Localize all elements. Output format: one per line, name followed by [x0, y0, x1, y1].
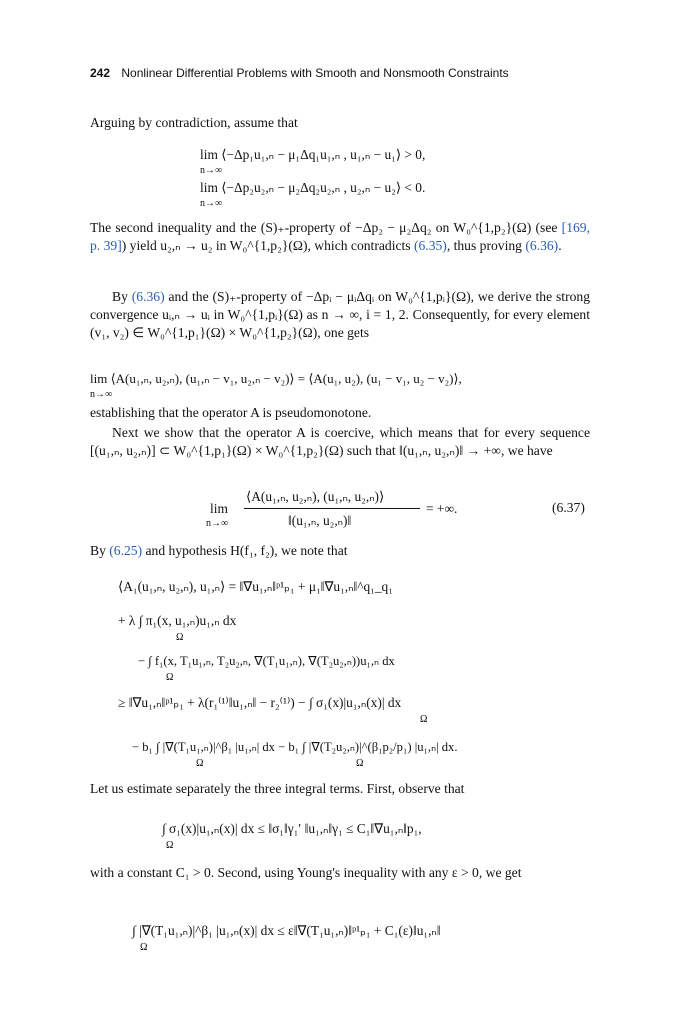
equation-ref-link[interactable]: (6.36)	[131, 289, 165, 304]
paragraph-young: with a constant C₁ > 0. Second, using Young's inequality with any ε > 0, we get	[90, 865, 522, 880]
text-fragment: The second inequality and the (S)₊-property of −Δp₂ − μ₂Δq₂ on W₀^{1,p₂}(Ω) (see	[90, 220, 562, 235]
equation-ref-link[interactable]: (6.36)	[525, 238, 559, 253]
paragraph-estimate: Let us estimate separately the three integral terms. First, observe that	[90, 781, 465, 796]
equation-young-estimate: ∫ |∇(T₁u₁,ₙ)|^β₁ |u₁,ₙ(x)| dx ≤ ε‖∇(T₁u₁,ₙ)‖ᵖ¹ₚ₁ + C₁(ε)‖u₁,ₙ‖	[132, 923, 441, 938]
running-title: Nonlinear Differential Problems with Smooth and Nonsmooth Constraints	[121, 66, 509, 80]
estimate-line-4: ≥ ‖∇u₁,ₙ‖ᵖ¹ₚ₁ + λ(r₁⁽¹⁾‖u₁,ₙ‖ − r₂⁽¹⁾) − ∫ σ₁(x)|u₁,ₙ(x)| dx	[118, 695, 402, 710]
estimate-line-1: ⟨A₁(u₁,ₙ, u₂,ₙ), u₁,ₙ⟩ = ‖∇u₁,ₙ‖ᵖ¹ₚ₁ + μ₁‖∇u₁,ₙ‖^q₁_q₁	[118, 579, 393, 594]
paragraph-coercive: Next we show that the operator A is coercive, which means that for every sequence [(u₁,ₙ, u₂,ₙ)] ⊂ W₀^{1,p₁}(Ω) × W₀^{1,p₂}(Ω) such that ‖(u₁,ₙ, u₂,ₙ)‖ → +∞, we have	[90, 425, 590, 458]
omega-subscript: Ω	[176, 632, 184, 643]
text-fragment: and hypothesis H(f₁, f₂), we note that	[142, 543, 348, 558]
omega-subscript: Ω	[166, 840, 174, 851]
text-fragment: and the (S)₊-property of −Δpᵢ − μᵢΔqᵢ on W₀^{1,pᵢ}(Ω), we derive the strong convergence uᵢ,ₙ → uᵢ in W₀^{1,pᵢ}(Ω) as n → ∞, i = 1, 2. Consequently, for every element (v₁, v₂) ∈ W₀^{1,p₁}(Ω) × W₀^{1,p₂}(Ω), one gets	[90, 289, 591, 340]
text-fragment: ) yield u₂,ₙ → u₂ in W₀^{1,p₂}(Ω), which contradicts	[121, 238, 414, 253]
text-fragment: By	[90, 543, 110, 558]
equation-pseudomonotone: lim ⟨A(u₁,ₙ, u₂,ₙ), (u₁,ₙ − v₁, u₂,ₙ − v₂)⟩ = ⟨A(u₁, u₂), (u₁ − v₁, u₂ − v₂)⟩,	[90, 371, 462, 386]
paragraph-pseudomonotone: establishing that the operator A is pseudomonotone.	[90, 405, 372, 420]
equation-ref-link[interactable]: (6.25)	[109, 543, 143, 558]
fraction-bar	[244, 508, 420, 509]
limit-operator: lim	[210, 501, 228, 516]
paragraph-contradiction: Arguing by contradiction, assume that	[90, 115, 298, 130]
paragraph-second-inequality	[90, 219, 590, 255]
equation-limit-1: lim ⟨−Δp₁u₁,ₙ − μ₁Δq₁u₁,ₙ , u₁,ₙ − u₁⟩ > 0,	[200, 147, 426, 162]
fraction-numerator: ⟨A(u₁,ₙ, u₂,ₙ), (u₁,ₙ, u₂,ₙ)⟩	[246, 489, 385, 504]
text-fragment: .	[558, 238, 562, 253]
text-fragment: By	[112, 289, 132, 304]
paragraph-strong-convergence	[90, 288, 590, 342]
equation-ref-link[interactable]: (6.35)	[413, 238, 447, 253]
omega-subscript: Ω	[166, 672, 174, 683]
limit-subscript: n→∞	[90, 389, 113, 400]
text-fragment: , thus proving	[446, 238, 526, 253]
estimate-line-2: + λ ∫ π₁(x, u₁,ₙ)u₁,ₙ dx	[118, 613, 237, 628]
fraction-denominator: ‖(u₁,ₙ, u₂,ₙ)‖	[288, 513, 352, 528]
equation-sigma-estimate: ∫ σ₁(x)|u₁,ₙ(x)| dx ≤ ‖σ₁‖γ₁′ ‖u₁,ₙ‖γ₁ ≤ C₁‖∇u₁,ₙ‖p₁,	[162, 821, 422, 836]
limit-subscript: n→∞	[200, 165, 223, 176]
equation-rhs: = +∞.	[426, 501, 458, 516]
equation-limit-2: lim ⟨−Δp₂u₂,ₙ − μ₂Δq₂u₂,ₙ , u₂,ₙ − u₂⟩ < 0.	[200, 180, 426, 195]
equation-number: (6.37)	[552, 500, 585, 515]
omega-subscript: Ω	[356, 758, 364, 769]
omega-subscript: Ω	[420, 714, 428, 725]
omega-subscript: Ω	[140, 942, 148, 953]
limit-subscript: n→∞	[206, 518, 229, 529]
estimate-line-3: − ∫ f₁(x, T₁u₁,ₙ, T₂u₂,ₙ, ∇(T₁u₁,ₙ), ∇(T₂u₂,ₙ))u₁,ₙ dx	[138, 654, 395, 668]
omega-subscript: Ω	[196, 758, 204, 769]
running-header	[90, 66, 590, 80]
estimate-line-5: − b₁ ∫ |∇(T₁u₁,ₙ)|^β₁ |u₁,ₙ| dx − b₁ ∫ |∇(T₂u₂,ₙ)|^(β₁p₂/p₁) |u₁,ₙ| dx.	[132, 740, 458, 754]
citation-link[interactable]: [169, p. 39]	[90, 220, 590, 253]
limit-subscript: n→∞	[200, 198, 223, 209]
page-number: 242	[90, 66, 111, 80]
paragraph-hypothesis	[90, 542, 590, 560]
